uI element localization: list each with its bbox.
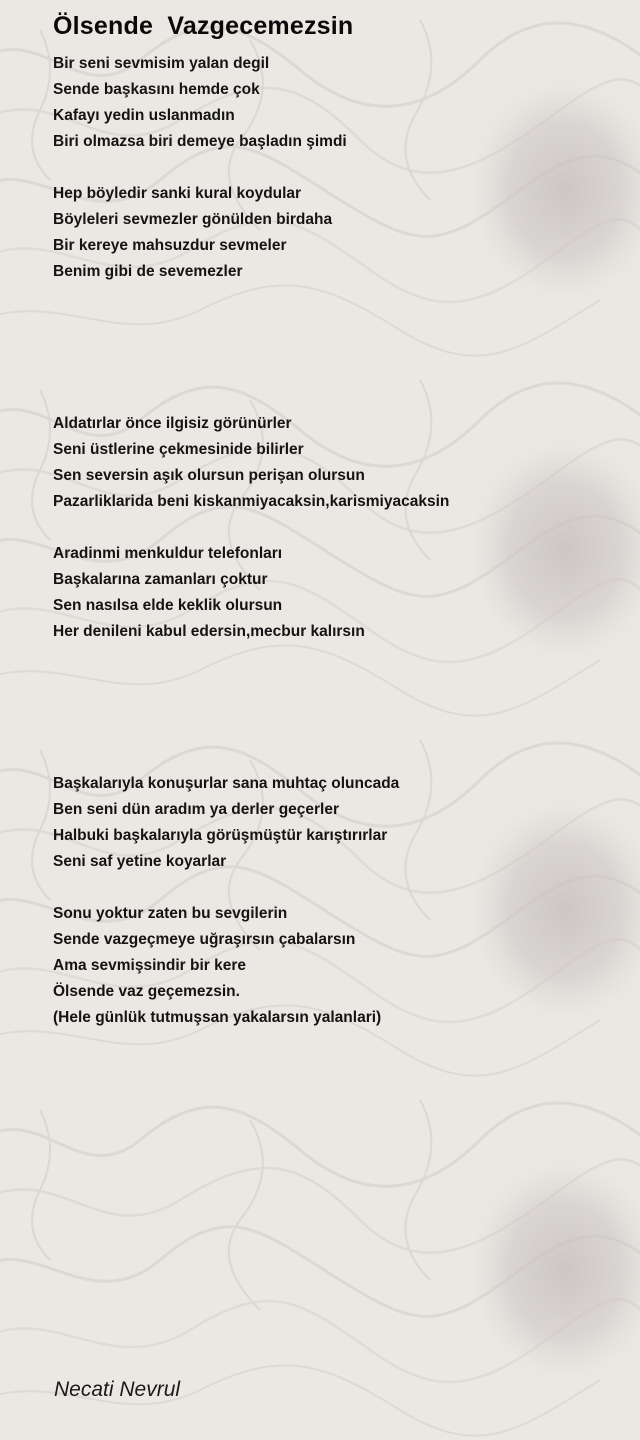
poem-line: Böyleleri sevmezler gönülden birdaha bbox=[53, 211, 333, 228]
poem-line: Halbuki başkalarıyla görüşmüştür karıştırırlar bbox=[53, 827, 388, 844]
stanza-3 bbox=[53, 411, 449, 515]
poem-line: Sende başkasını hemde çok bbox=[53, 81, 260, 98]
poem-author: Necati Nevrul bbox=[54, 1378, 181, 1401]
poem-line: Her denileni kabul edersin,mecbur kalırsın bbox=[53, 623, 365, 640]
poem-line: Sende vazgeçmeye uğraşırsın çabalarsın bbox=[53, 931, 356, 948]
stanza-2 bbox=[53, 181, 332, 285]
poem-line: Seni saf yetine koyarlar bbox=[53, 853, 227, 870]
poem-line: Benim gibi de sevemezler bbox=[53, 263, 243, 280]
poem-line: Ben seni dün aradım ya derler geçerler bbox=[53, 801, 340, 818]
poem-line: Aldatırlar önce ilgisiz görünürler bbox=[53, 415, 292, 432]
poem-line: Kafayı yedin uslanmadın bbox=[53, 107, 235, 124]
poem-line: (Hele günlük tutmuşsan yakalarsın yalanlari) bbox=[53, 1009, 382, 1026]
poem-line: Hep böyledir sanki kural koydular bbox=[53, 185, 302, 202]
poem-line: Seni üstlerine çekmesinide bilirler bbox=[53, 441, 304, 458]
poem-line: Sonu yoktur zaten bu sevgilerin bbox=[53, 905, 288, 922]
poem-line: Ölsende vaz geçemezsin. bbox=[53, 983, 240, 1000]
poem-line: Sen seversin aşık olursun perişan olursun bbox=[53, 467, 365, 484]
poem-line: Aradinmi menkuldur telefonları bbox=[53, 545, 283, 562]
poem-line: Başkalarına zamanları çoktur bbox=[53, 571, 268, 588]
stanza-1 bbox=[53, 51, 347, 155]
poem-line: Pazarliklarida beni kiskanmiyacaksin,karismiyacaksin bbox=[53, 493, 450, 510]
poem-line: Ama sevmişsindir bir kere bbox=[53, 957, 246, 974]
poem-line: Sen nasılsa elde keklik olursun bbox=[53, 597, 283, 614]
stanza-6 bbox=[53, 901, 381, 1031]
poem-line: Bir kereye mahsuzdur sevmeler bbox=[53, 237, 287, 254]
poem-line: Biri olmazsa biri demeye başladın şimdi bbox=[53, 133, 347, 150]
poem-line: Başkalarıyla konuşurlar sana muhtaç oluncada bbox=[53, 775, 400, 792]
stanza-5 bbox=[53, 771, 399, 875]
poem-line: Bir seni sevmisim yalan degil bbox=[53, 55, 270, 72]
stanza-4 bbox=[53, 541, 365, 645]
poem-title: Ölsende Vazgecemezsin bbox=[53, 12, 354, 40]
